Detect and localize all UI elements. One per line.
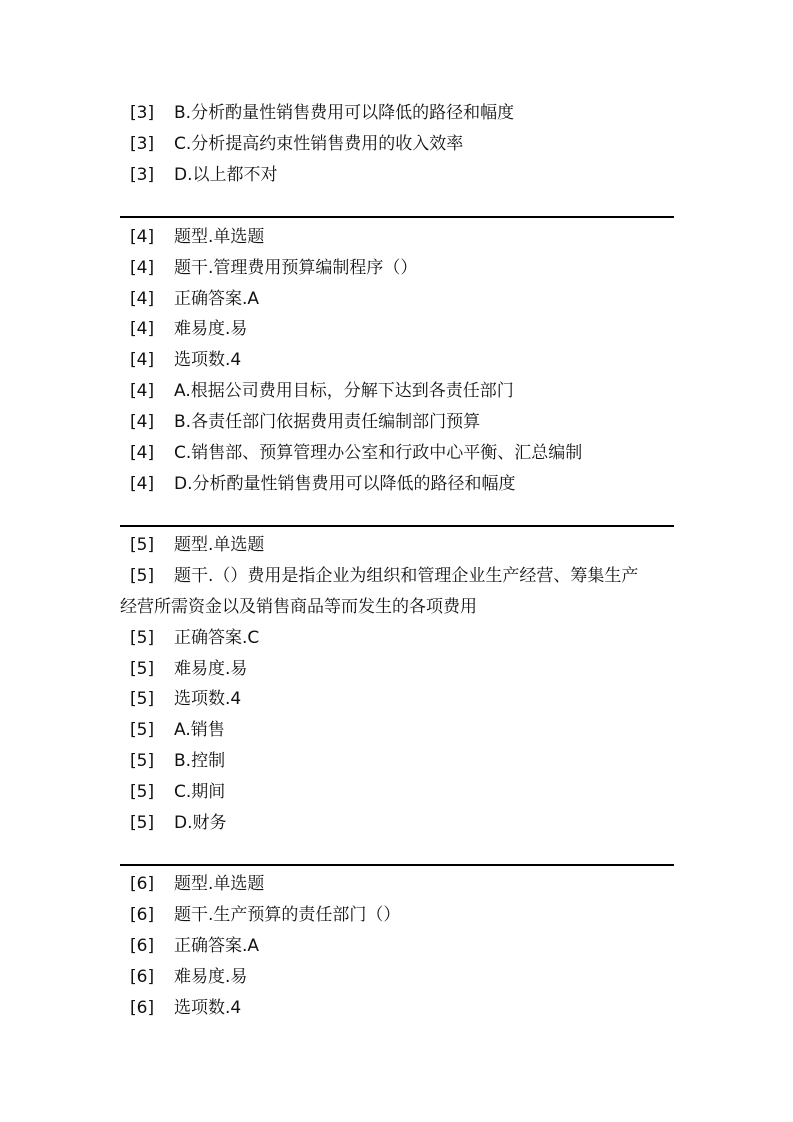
line-text: 难易度.易 <box>174 967 248 987</box>
q5-option-b <box>130 750 225 772</box>
line-text: D.以上都不对 <box>174 165 278 185</box>
question-number: [4] <box>130 289 155 309</box>
line-text: 题干.管理费用预算编制程序（） <box>174 258 418 278</box>
line-text: 题型.单选题 <box>174 227 265 247</box>
question-number: [6] <box>130 936 155 956</box>
q5-option-d <box>130 812 227 834</box>
line-text: 题干.生产预算的责任部门（） <box>174 905 401 925</box>
line-text: 题型.单选题 <box>174 535 265 555</box>
q5-type <box>130 534 264 556</box>
line-text: 难易度.易 <box>174 659 248 679</box>
q4-option-c <box>130 442 582 464</box>
line-text: 正确答案.A <box>174 289 260 309</box>
line-text: C.分析提高约束性销售费用的收入效率 <box>174 134 464 154</box>
question-number: [4] <box>130 381 155 401</box>
q6-option-count <box>130 997 241 1019</box>
q5-option-c <box>130 781 225 803</box>
q3-option-d <box>130 164 278 186</box>
question-number: [6] <box>130 967 155 987</box>
question-number: [4] <box>130 227 155 247</box>
divider-rule <box>120 864 674 866</box>
question-number: [5] <box>130 659 155 679</box>
question-number: [6] <box>130 998 155 1018</box>
line-text: 正确答案.C <box>174 628 260 648</box>
q5-stem <box>130 565 638 587</box>
line-text: 选项数.4 <box>174 350 242 370</box>
q6-difficulty <box>130 966 247 988</box>
question-number: [5] <box>130 782 155 802</box>
question-number: [6] <box>130 874 155 894</box>
q4-option-b <box>130 411 480 433</box>
q4-stem <box>130 257 417 279</box>
q4-answer <box>130 288 259 310</box>
question-number: [3] <box>130 134 155 154</box>
q4-option-a <box>130 380 514 402</box>
question-number: [5] <box>130 751 155 771</box>
q6-stem <box>130 904 400 926</box>
q5-option-count <box>130 688 241 710</box>
question-number: [3] <box>130 103 155 123</box>
question-number: [4] <box>130 319 155 339</box>
q6-answer <box>130 935 259 957</box>
line-text: B.各责任部门依据费用责任编制部门预算 <box>174 412 481 432</box>
line-text: B.分析酌量性销售费用可以降低的路径和幅度 <box>174 103 515 123</box>
question-number: [5] <box>130 566 155 586</box>
q6-type <box>130 873 264 895</box>
line-text: A.销售 <box>174 720 225 740</box>
line-text: B.控制 <box>174 751 226 771</box>
divider-rule <box>120 216 674 218</box>
q4-option-count <box>130 349 241 371</box>
question-number: [5] <box>130 813 155 833</box>
q5-stem-continued <box>120 596 477 618</box>
q3-option-c <box>130 133 463 155</box>
question-number: [4] <box>130 258 155 278</box>
line-text: A.根据公司费用目标，分解下达到各责任部门 <box>174 381 514 401</box>
question-number: [5] <box>130 689 155 709</box>
question-number: [3] <box>130 165 155 185</box>
q5-difficulty <box>130 658 247 680</box>
line-text: 经营所需资金以及销售商品等而发生的各项费用 <box>120 597 477 617</box>
question-number: [4] <box>130 443 155 463</box>
q4-option-d <box>130 473 516 495</box>
line-text: 难易度.易 <box>174 319 248 339</box>
q5-answer <box>130 627 259 649</box>
question-number: [4] <box>130 412 155 432</box>
line-text: C.销售部、预算管理办公室和行政中心平衡、汇总编制 <box>174 443 583 463</box>
question-number: [5] <box>130 628 155 648</box>
line-text: 选项数.4 <box>174 689 242 709</box>
line-text: 题型.单选题 <box>174 874 265 894</box>
question-number: [5] <box>130 535 155 555</box>
line-text: 选项数.4 <box>174 998 242 1018</box>
line-text: 题干.（）费用是指企业为组织和管理企业生产经营、筹集生产 <box>174 566 639 586</box>
line-text: 正确答案.A <box>174 936 260 956</box>
q4-difficulty <box>130 318 247 340</box>
question-number: [4] <box>130 350 155 370</box>
line-text: C.期间 <box>174 782 226 802</box>
line-text: D.分析酌量性销售费用可以降低的路径和幅度 <box>174 474 516 494</box>
q4-type <box>130 226 264 248</box>
question-number: [5] <box>130 720 155 740</box>
q5-option-a <box>130 719 225 741</box>
question-number: [6] <box>130 905 155 925</box>
divider-rule <box>120 525 674 527</box>
question-number: [4] <box>130 474 155 494</box>
q3-option-b <box>130 102 514 124</box>
line-text: D.财务 <box>174 813 227 833</box>
